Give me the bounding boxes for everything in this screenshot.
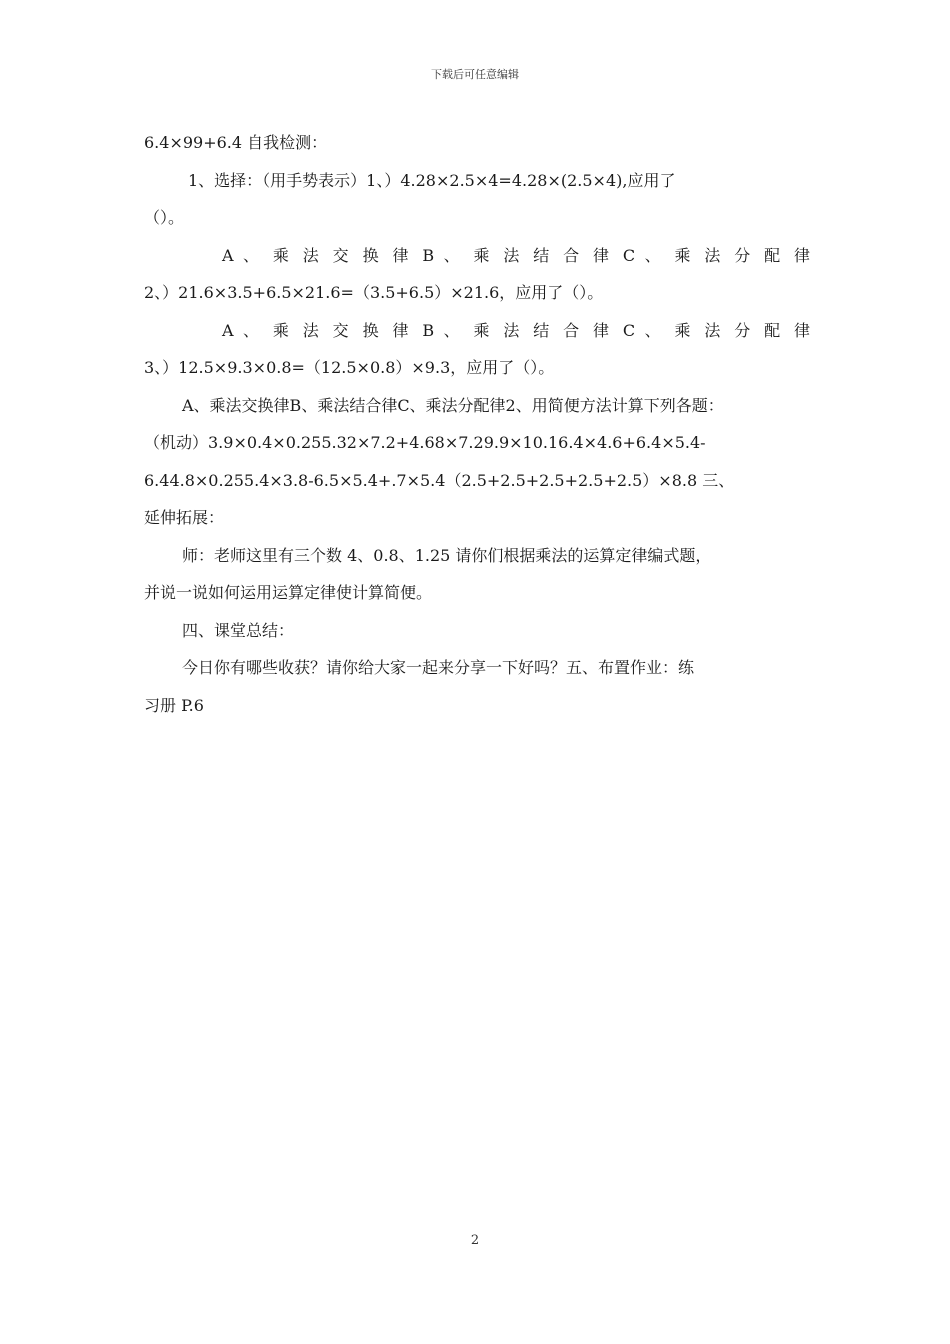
body-line-1: 6.4×99+6.4 自我检测： bbox=[144, 133, 328, 152]
body-line-5: 2、）21.6×3.5+6.5×21.6=（3.5+6.5）×21.6，应用了（）。 bbox=[144, 283, 604, 302]
body-line-7: 3、）12.5×9.3×0.8=（12.5×0.8）×9.3，应用了（）。 bbox=[144, 358, 555, 377]
body-line-8: A、乘法交换律B、乘法结合律C、乘法分配律2、用简便方法计算下列各题： bbox=[182, 395, 724, 415]
body-line-6: A 、 乘 法 交 换 律 B 、 乘 法 结 合 律 C 、 乘 法 分 配 律 bbox=[222, 320, 810, 340]
body-line-16: 习册 P.6 bbox=[144, 695, 204, 715]
body-line-11: 延伸拓展： bbox=[144, 508, 225, 527]
header-text: 下载后可任意编辑 bbox=[431, 68, 519, 81]
body-line-9: （机动）3.9×0.4×0.255.32×7.2+4.68×7.29.9×10.16.4×4.6+6.4×5.4- bbox=[144, 433, 706, 452]
document-body bbox=[144, 124, 810, 724]
body-line-12: 师：老师这里有三个数 4、0.8、1.25 请你们根据乘法的运算定律编式题， bbox=[182, 545, 712, 565]
body-line-3: （）。 bbox=[144, 208, 185, 227]
page-number-text: 2 bbox=[470, 1233, 480, 1248]
body-line-10: 6.44.8×0.255.4×3.8-6.5×5.4+.7×5.4（2.5+2.5+2.5+2.5+2.5）×8.8 三、 bbox=[144, 470, 735, 490]
page-header bbox=[0, 66, 950, 82]
body-line-13: 并说一说如何运用运算定律使计算简便。 bbox=[144, 583, 433, 602]
page-number bbox=[0, 1233, 950, 1248]
body-line-4: A 、 乘 法 交 换 律 B 、 乘 法 结 合 律 C 、 乘 法 分 配 律 bbox=[222, 245, 810, 265]
body-line-2: 1、选择：（用手势表示）1、）4.28×2.5×4=4.28×(2.5×4),应用了 bbox=[188, 170, 676, 190]
body-line-14: 四、课堂总结： bbox=[182, 620, 295, 640]
body-line-15: 今日你有哪些收获？请你给大家一起来分享一下好吗？五、布置作业：练 bbox=[182, 658, 695, 677]
